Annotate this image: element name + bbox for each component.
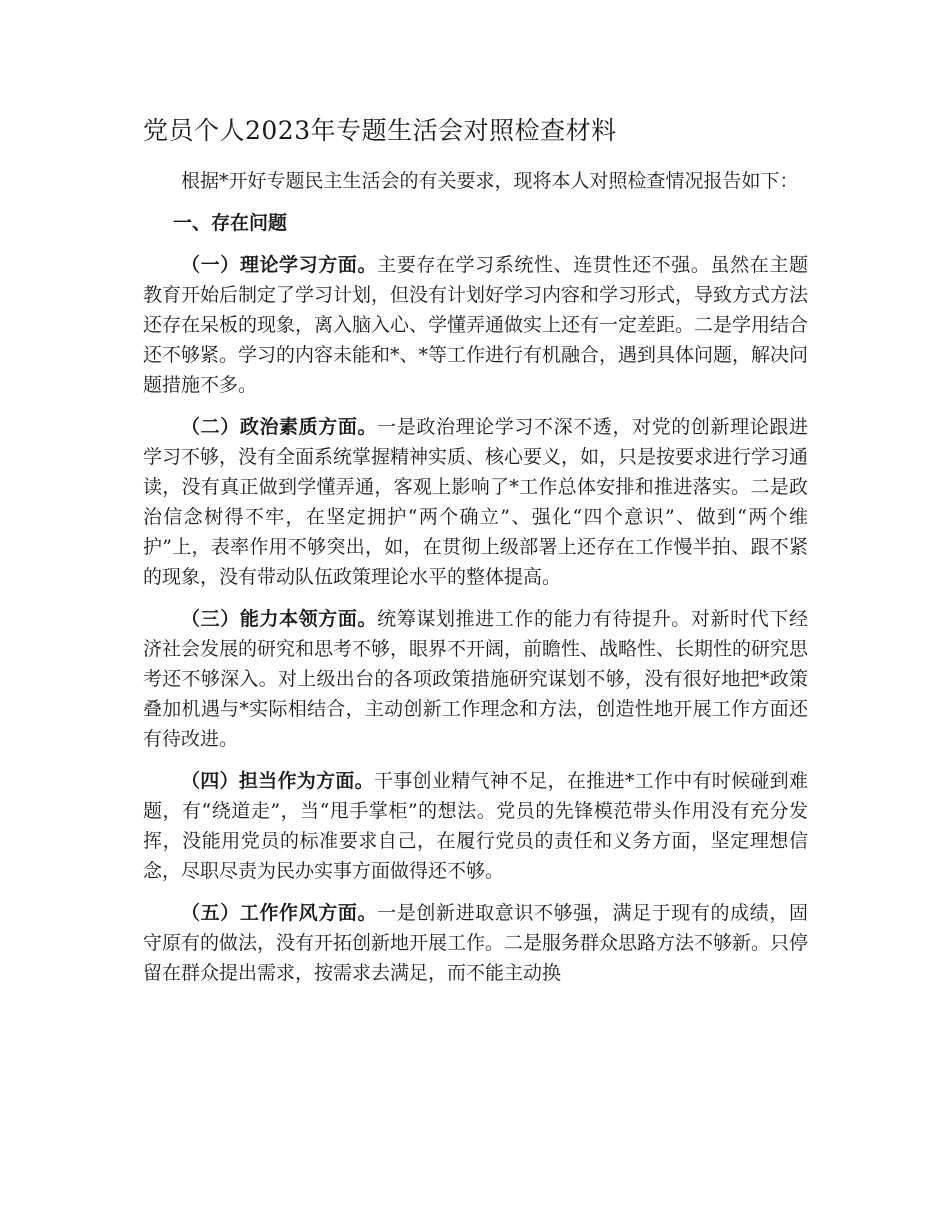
paragraph-lead: （一）理论学习方面。: [181, 254, 378, 276]
document-body: [143, 112, 808, 1000]
paragraph-lead: （四）担当作为方面。: [181, 770, 374, 792]
paragraph-text: 干事创业精气神不足，在推进*工作中有时候碰到难题，有“绕道走”，当“甩手掌柜”的想法。党员的先锋模范带头作用没有充分发挥，没能用党员的标准要求自己，在履行党员的责任和义务方面，坚定理想信念，尽职尽责为民办实事方面做得还不够。: [143, 770, 808, 882]
paragraph-ability: [143, 604, 808, 754]
intro-paragraph: 根据*开好专题民主生活会的有关要求，现将本人对照检查情况报告如下：: [181, 170, 799, 192]
paragraph-lead: （二）政治素质方面。: [181, 416, 378, 438]
paragraph-responsibility: [143, 766, 808, 886]
document-title: 党员个人2023年专题生活会对照检查材料: [143, 116, 617, 145]
paragraph-text: 一是创新进取意识不够强，满足于现有的成绩，固守原有的做法，没有开拓创新地开展工作。二是服务群众思路方法不够新。只停留在群众提出需求，按需求去满足，而不能主动换: [143, 902, 809, 984]
paragraph-political-quality: [143, 412, 808, 592]
paragraph-theory-study: [143, 250, 808, 400]
paragraph-text: 主要存在学习系统性、连贯性还不强。虽然在主题教育开始后制定了学习计划，但没有计划好学习内容和学习形式，导致方式方法还存在呆板的现象，离入脑入心、学懂弄通做实上还有一定差距。二是学用结合还不够紧。学习的内容未能和*、*等工作进行有机融合，遇到具体问题，解决问题措施不多。: [143, 254, 809, 396]
paragraph-text: 一是政治理论学习不深不透，对党的创新理论跟进学习不够，没有全面系统掌握精神实质、核心要义，如，只是按要求进行学习通读，没有真正做到学懂弄通，客观上影响了*工作总体安排和推进落实。二是政治信念树得不牢，在坚定拥护“两个确立”、强化“四个意识”、做到“两个维护”上，表率作用不够突出，如，在贯彻上级部署上还存在工作慢半拍、跟不紧的现象，没有带动队伍政策理论水平的整体提高。: [143, 416, 809, 588]
paragraph-text: 统筹谋划推进工作的能力有待提升。对新时代下经济社会发展的研究和思考不够，眼界不开阔，前瞻性、战略性、长期性的研究思考还不够深入。对上级出台的各项政策措施研究谋划不够，没有很好地把*政策叠加机遇与*实际相结合，主动创新工作理念和方法，创造性地开展工作方面还有待改进。: [143, 608, 809, 750]
paragraph-lead: （五）工作作风方面。: [181, 902, 378, 924]
section-heading: 一、存在问题: [173, 212, 288, 234]
paragraph-lead: （三）能力本领方面。: [181, 608, 378, 630]
paragraph-work-style: [143, 898, 808, 988]
